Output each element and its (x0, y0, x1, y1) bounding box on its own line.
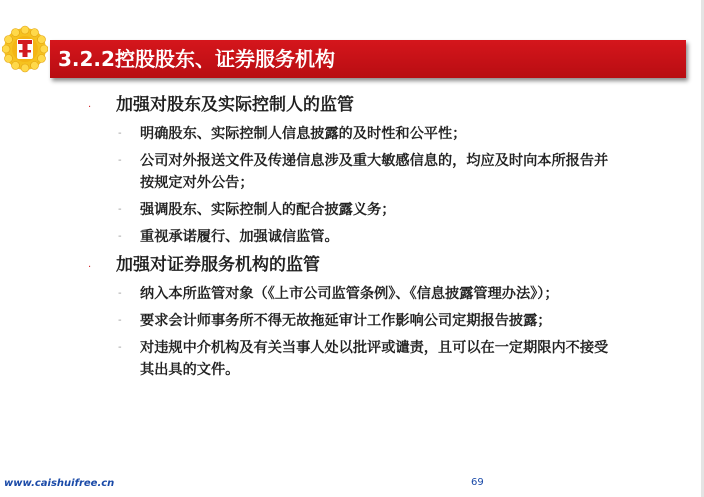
list-item-text: 纳入本所监管对象（《上市公司监管条例》、《信息披露管理办法》）； (140, 286, 559, 302)
list-item (88, 310, 648, 332)
level2-bullet: - (118, 128, 122, 139)
level1-bullet: · (88, 262, 92, 273)
level2-bullet: - (118, 315, 122, 326)
level2-bullet: - (118, 342, 122, 353)
section-heading: 加强对证券服务机构的监管 (116, 255, 320, 275)
level1-bullet: · (88, 102, 92, 113)
section-shareholder-supervision (88, 93, 648, 248)
section-heading: 加强对股东及实际控制人的监管 (116, 95, 354, 115)
section-service-agency-supervision (88, 253, 648, 381)
list-item (88, 150, 648, 194)
section-heading-row (88, 253, 648, 283)
section-heading-row (88, 93, 648, 123)
slide-content (88, 93, 648, 386)
list-item (88, 337, 648, 381)
list-item (88, 283, 648, 305)
list-item (88, 123, 648, 145)
level2-bullet: - (118, 288, 122, 299)
list-item (88, 199, 648, 221)
list-item-text: 要求会计师事务所不得无故拖延审计工作影响公司定期报告披露； (140, 313, 552, 329)
list-item-text: 对违规中介机构及有关当事人处以批评或谴责，且可以在一定期限内不接受其出具的文件。 (140, 340, 609, 378)
list-item (88, 226, 648, 248)
logo-emblem-icon (2, 18, 48, 78)
slide-title: 3.2.2控股股东、证券服务机构 (58, 47, 335, 71)
list-item-text: 明确股东、实际控制人信息披露的及时性和公平性； (140, 126, 467, 142)
level2-bullet: - (118, 231, 122, 242)
level2-bullet: - (118, 204, 122, 215)
list-item-text: 强调股东、实际控制人的配合披露义务； (140, 202, 396, 218)
page-number: 69 (471, 477, 484, 488)
list-item-text: 重视承诺履行、加强诚信监管。 (140, 229, 339, 245)
level2-bullet: - (118, 155, 122, 166)
list-item-text: 公司对外报送文件及传递信息涉及重大敏感信息的，均应及时向本所报告并按规定对外公告； (140, 153, 609, 191)
footer-website-url: www.caishuifree.cn (4, 478, 115, 489)
